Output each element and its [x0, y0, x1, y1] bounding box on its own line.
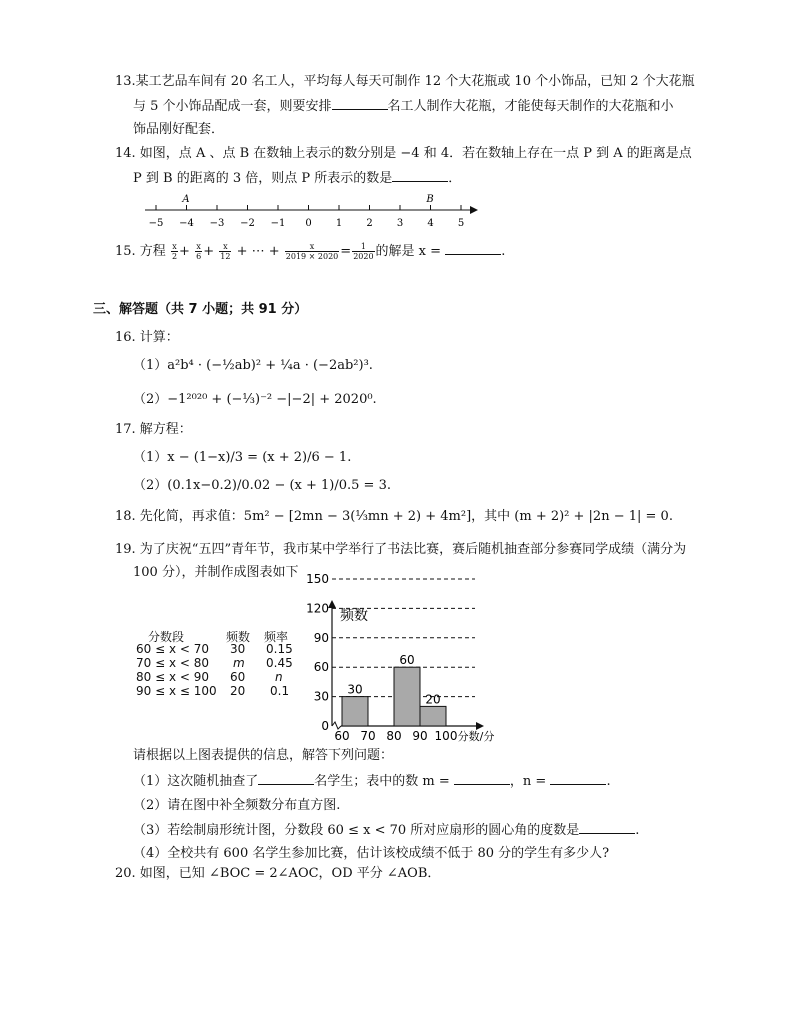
q18-line: 18. 先化简，再求值：5m² − [2mn − 3(⅓mn + 2) + 4m²]，其中 (m + 2)² + |2n − 1| = 0. [115, 509, 673, 524]
q19-sub1: （1）这次随机抽查了 名学生；表中的数 m = ，n = . [133, 771, 611, 792]
q19-sub3: （3）若绘制扇形统计图，分数段 60 ≤ x < 70 所对应扇形的圆心角的度数是 . [133, 820, 639, 841]
q14-text-b: ． [448, 171, 462, 186]
q13-text-b: 名工人制作大花瓶，才能使每天制作的大花瓶和小 [387, 99, 674, 114]
q19-n-blank[interactable] [550, 771, 606, 785]
q13-line1: 13.某工艺品车间有 20 名工人，平均每人每天可制作 12 个大花瓶或 10 个小饰品，已知 2 个大花瓶 [115, 74, 695, 89]
y-tick-label: 150 [306, 572, 329, 586]
frequency-table [136, 628, 296, 700]
table-cell: 60 [230, 670, 246, 684]
q19-prompt: 请根据以上图表提供的信息，解答下列问题： [133, 748, 394, 763]
number-line [140, 190, 480, 232]
y-tick-label: 120 [306, 601, 329, 616]
x-tick-label: 100 [434, 729, 458, 743]
q19-sub2: （2）请在图中补全频数分布直方图. [133, 798, 341, 813]
table-header-range: 分数段 [148, 630, 185, 644]
table-cell: 70 ≤ x < 80 [136, 656, 210, 670]
q19-line1: 19. 为了庆祝“五四”青年节，我市某中学举行了书法比赛，赛后随机抽查部分参赛同学成绩（满分为 [115, 542, 687, 557]
q13-answer-blank[interactable] [332, 96, 388, 110]
y-tick-label: 30 [313, 689, 329, 704]
table-cell: 30 [230, 642, 246, 656]
y-axis-label: 频数 [340, 608, 368, 624]
y-tick-label: 0 [321, 719, 329, 733]
q15-frac5: $\frac{1}{2020}$ [353, 242, 374, 261]
point-b-label: B [426, 194, 434, 205]
table-cell: 0.45 [266, 656, 293, 670]
q19-total-blank[interactable] [258, 771, 314, 785]
table-cell: 90 ≤ x ≤ 100 [136, 684, 217, 698]
bar-value-label: 60 [399, 653, 415, 668]
number-line-tick-label: −5 [148, 218, 164, 229]
q14-text-a: P 到 B 的距离的 3 倍，则点 P 所表示的数是 [133, 171, 393, 186]
q19-sub4: （4）全校共有 600 名学生参加比赛，估计该校成绩不低于 80 分的学生有多少人? [133, 846, 610, 861]
q17-title: 17. 解方程： [115, 422, 192, 437]
q16-title: 16. 计算： [115, 330, 179, 345]
q15-frac2: $\frac{x}{6}$ [196, 242, 202, 261]
histogram-bar [394, 667, 420, 726]
x-axis-label: 分数/分 [457, 730, 495, 743]
q15-suffix: 的解是 x = [375, 244, 442, 259]
table-cell: 20 [230, 684, 246, 698]
q14-line2 [133, 168, 461, 189]
q15-line: 15. 方程 $\frac{x}{2}$ + $\frac{x}{6}$ + $\frac{x}{12}$ + ⋯ + $\frac{x}{2019 \times 2020}$ = $\frac{1}{2020}$ 的解是 x = . [115, 242, 506, 261]
bar-value-label: 20 [425, 692, 441, 707]
x-axis-arrow [476, 722, 484, 730]
q14-answer-blank[interactable] [392, 168, 448, 182]
number-line-tick-label: 0 [305, 218, 312, 229]
x-tick-label: 60 [334, 729, 350, 743]
q14-line1: 14. 如图，点 A 、点 B 在数轴上表示的数分别是 −4 和 4．若在数轴上存在一点 P 到 A 的距离是点 [115, 146, 692, 161]
q19-line2: 100 分），并制作成图表如下 [133, 565, 299, 580]
y-tick-label: 90 [313, 630, 329, 645]
number-line-tick-label: −3 [209, 218, 225, 229]
q15-prefix: 15. 方程 [115, 244, 166, 259]
table-cell: 0.1 [270, 684, 290, 698]
table-cell: 0.15 [266, 642, 293, 656]
bar-value-label: 30 [347, 682, 363, 697]
q19-m-blank[interactable] [454, 771, 510, 785]
q17-part1: （1）x − (1−x)/3 = (x + 2)/6 − 1. [133, 450, 352, 465]
section-3-title: 三、解答题（共 7 小题；共 91 分） [93, 302, 308, 317]
q17-part2: （2）(0.1x−0.2)/0.02 − (x + 1)/0.5 = 3. [133, 478, 391, 493]
number-line-tick-label: −4 [179, 218, 194, 229]
q15-frac1: $\frac{x}{2}$ [171, 242, 178, 261]
x-tick-label: 90 [412, 729, 428, 743]
q15-answer-blank[interactable] [445, 241, 501, 255]
table-header-rate: 频率 [264, 630, 289, 644]
number-line-tick-label: 3 [396, 218, 404, 229]
q20-line: 20. 如图，已知 ∠BOC = 2∠AOC，OD 平分 ∠AOB． [115, 866, 441, 881]
number-line-tick-label: −1 [270, 218, 286, 229]
x-tick-label: 80 [386, 729, 402, 743]
table-cell: 60 ≤ x < 70 [136, 642, 210, 656]
number-line-tick-label: 5 [457, 218, 465, 229]
x-tick-label: 70 [360, 729, 376, 743]
point-a-label: A [182, 194, 190, 205]
q13-text-a: 与 5 个小饰品配成一套，则要安排 [133, 99, 332, 114]
y-axis-arrow [328, 600, 336, 608]
table-header-freq: 频数 [226, 630, 251, 644]
q15-frac3: $\frac{x}{12}$ [220, 242, 231, 261]
q19-angle-blank[interactable] [579, 820, 635, 834]
number-line-tick-label: 2 [366, 218, 373, 229]
number-line-tick-label: −2 [240, 218, 255, 229]
q13-line2 [133, 96, 674, 117]
q15-frac4: $\frac{x}{2019 \times 2020}$ [285, 242, 339, 261]
number-line-tick-label: 1 [335, 218, 343, 229]
histogram-bar [420, 706, 446, 726]
table-cell: m [233, 656, 245, 670]
histogram-chart [290, 572, 510, 746]
axis-break [332, 722, 341, 729]
number-line-tick-label: 4 [427, 218, 434, 229]
table-cell: n [275, 670, 283, 684]
q16-part2: （2）−1²⁰²⁰ + (−⅓)⁻² −|−2| + 2020⁰. [133, 392, 377, 407]
q13-line3: 饰品刚好配套． [133, 122, 225, 137]
q16-part1: （1）a²b⁴ · (−½ab)² + ¼a · (−2ab²)³. [133, 358, 373, 373]
y-tick-label: 60 [313, 660, 329, 675]
histogram-bar [342, 697, 368, 726]
table-cell: 80 ≤ x < 90 [136, 670, 210, 684]
